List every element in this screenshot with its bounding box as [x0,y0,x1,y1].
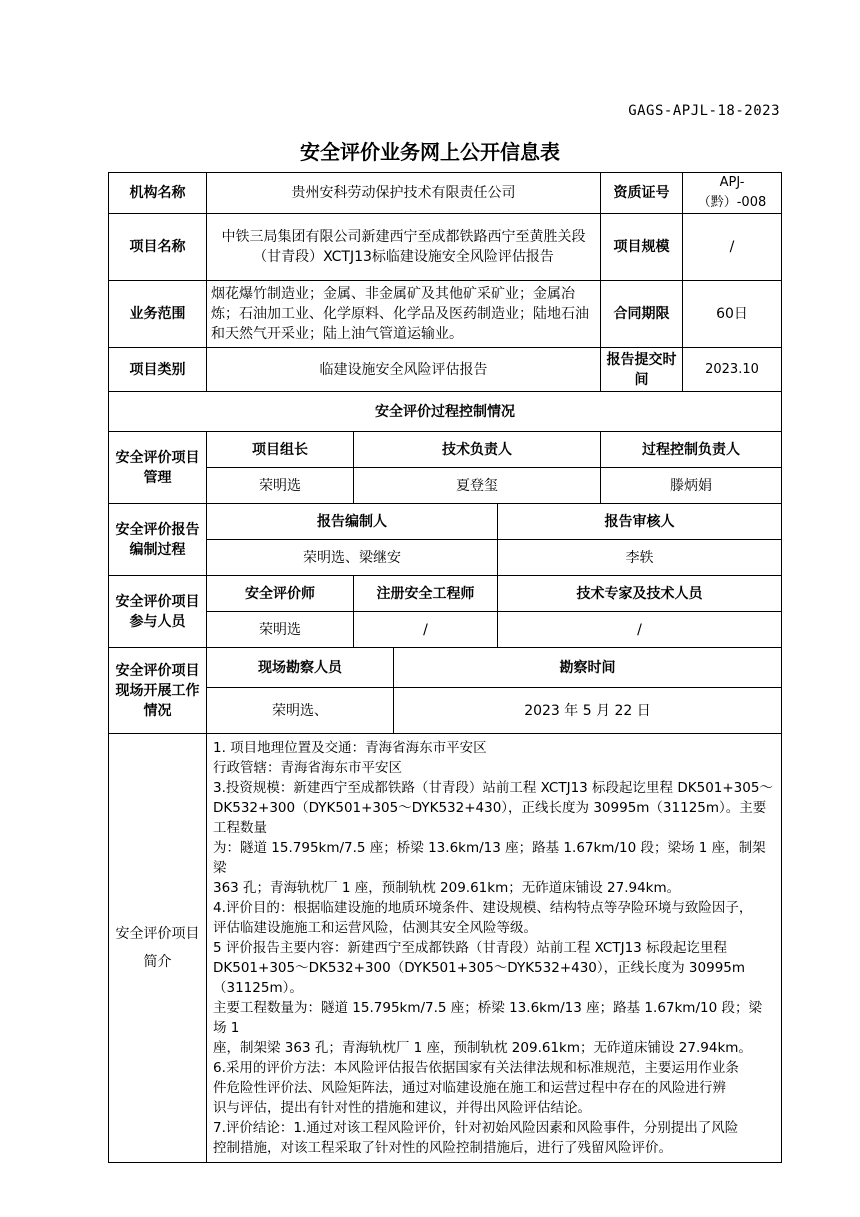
intro-line: 5 评价报告主要内容：新建西宁至成都铁路（甘青段）站前工程 XCTJ13 标段起讫里程 [213,940,728,956]
document-code: GAGS-APJL-18-2023 [628,103,780,119]
survey-time-value: 2023 年 5 月 22 日 [394,688,782,734]
management-label: 安全评价项目管理 [109,432,207,504]
intro-line: 6.采用的评价方法：本风险评估报告依据国家有关法律法规和标准规范，主要运用作业条 [213,1060,739,1076]
engineer-label: 注册安全工程师 [354,576,498,612]
category-label: 项目类别 [109,348,207,392]
qual-value: APJ-（黔）-008 [683,173,782,214]
writer-value: 荣明选、梁继安 [207,540,498,576]
reviewer-value: 李轶 [498,540,782,576]
contract-label: 合同期限 [601,281,683,348]
participants-label: 安全评价项目参与人员 [109,576,207,648]
expert-value: / [498,612,782,648]
leader-label: 项目组长 [207,432,354,468]
evaluator-value: 荣明选 [207,612,354,648]
row-category [109,348,782,392]
intro-line: 7.评价结论：1.通过对该工程风险评价，针对初始风险因素和风险事件，分别提出了风险 [213,1120,739,1136]
row-site-values [109,688,782,734]
process-section-title: 安全评价过程控制情况 [109,392,782,432]
row-compile-values [109,540,782,576]
org-label: 机构名称 [109,173,207,214]
intro-line: 3.投资规模：新建西宁至成都铁路（甘青段）站前工程 XCTJ13 标段起讫里程 DK501+305～ [213,780,773,796]
intro-line: DK532+300（DYK501+305～DYK532+430），正线长度为 30995m（31125m）。主要工程数量 [213,800,767,836]
row-compile-head [109,504,782,540]
scale-label: 项目规模 [601,214,683,281]
row-scope [109,281,782,348]
tech-lead-label: 技术负责人 [354,432,601,468]
row-participants-head [109,576,782,612]
row-project [109,214,782,281]
tech-lead-value: 夏登玺 [354,468,601,504]
intro-line: 363 孔；青海轨枕厂 1 座，预制轨枕 209.61km；无砟道床铺设 27.94km。 [213,880,681,896]
intro-text [207,734,782,1163]
intro-label: 安全评价项目简介 [109,734,207,1163]
qual-label: 资质证号 [601,173,683,214]
report-date-label: 报告提交时间 [601,348,683,392]
row-management-head [109,432,782,468]
row-org [109,173,782,214]
reviewer-label: 报告审核人 [498,504,782,540]
site-label: 安全评价项目现场开展工作情况 [109,648,207,734]
intro-line: 4.评价目的：根据临建设施的地质环境条件、建设规模、结构特点等孕险环境与致险因子， [213,900,753,916]
project-label: 项目名称 [109,214,207,281]
process-control-label: 过程控制负责人 [601,432,782,468]
org-value: 贵州安科劳动保护技术有限责任公司 [207,173,601,214]
compile-label: 安全评价报告编制过程 [109,504,207,576]
intro-line: 行政管辖：青海省海东市平安区 [213,760,402,776]
info-table [108,172,782,1163]
intro-line: 主要工程数量为：隧道 15.795km/7.5 座；桥梁 13.6km/13 座；路基 1.67km/10 段；梁场 1 [213,1000,762,1036]
evaluator-label: 安全评价师 [207,576,354,612]
writer-label: 报告编制人 [207,504,498,540]
intro-line: 1. 项目地理位置及交通：青海省海东市平安区 [213,740,487,756]
project-value: 中铁三局集团有限公司新建西宁至成都铁路西宁至黄胜关段（甘青段）XCTJ13标临建设施安全风险评估报告 [207,214,601,281]
scope-value: 烟花爆竹制造业；金属、非金属矿及其他矿采矿业；金属冶炼；石油加工业、化学原料、化学品及医药制造业；陆地石油和天然气开采业；陆上油气管道运输业。 [207,281,601,348]
document-title: 安全评价业务网上公开信息表 [300,140,560,164]
scope-label: 业务范围 [109,281,207,348]
category-value: 临建设施安全风险评估报告 [207,348,601,392]
contract-value: 60日 [683,281,782,348]
engineer-value: / [354,612,498,648]
intro-line: 控制措施，对该工程采取了针对性的风险控制措施后，进行了残留风险评价。 [213,1140,672,1156]
intro-line: DK501+305～DK532+300（DYK501+305～DYK532+430），正线长度为 30995m（31125m）。 [213,960,746,996]
row-section-title [109,392,782,432]
row-participants-values [109,612,782,648]
intro-line: 识与评估，提出有针对性的措施和建议，并得出风险评估结论。 [213,1100,591,1116]
intro-line: 件危险性评价法、风险矩阵法，通过对临建设施在施工和运营过程中存在的风险进行辨 [213,1080,726,1096]
intro-line: 座，制架梁 363 孔；青海轨枕厂 1 座，预制轨枕 209.61km；无砟道床铺设 27.94km。 [213,1040,752,1056]
row-intro [109,734,782,1163]
intro-line: 为：隧道 15.795km/7.5 座；桥梁 13.6km/13 座；路基 1.67km/10 段；梁场 1 座，制架梁 [213,840,766,876]
scale-value: / [683,214,782,281]
process-control-value: 滕炳娟 [601,468,782,504]
expert-label: 技术专家及技术人员 [498,576,782,612]
row-site-head [109,648,782,688]
survey-time-label: 勘察时间 [394,648,782,688]
row-management-values [109,468,782,504]
surveyor-label: 现场勘察人员 [207,648,394,688]
intro-line: 评估临建设施施工和运营风险，估测其安全风险等级。 [213,920,537,936]
surveyor-value: 荣明选、 [207,688,394,734]
leader-value: 荣明选 [207,468,354,504]
report-date-value: 2023.10 [683,348,782,392]
